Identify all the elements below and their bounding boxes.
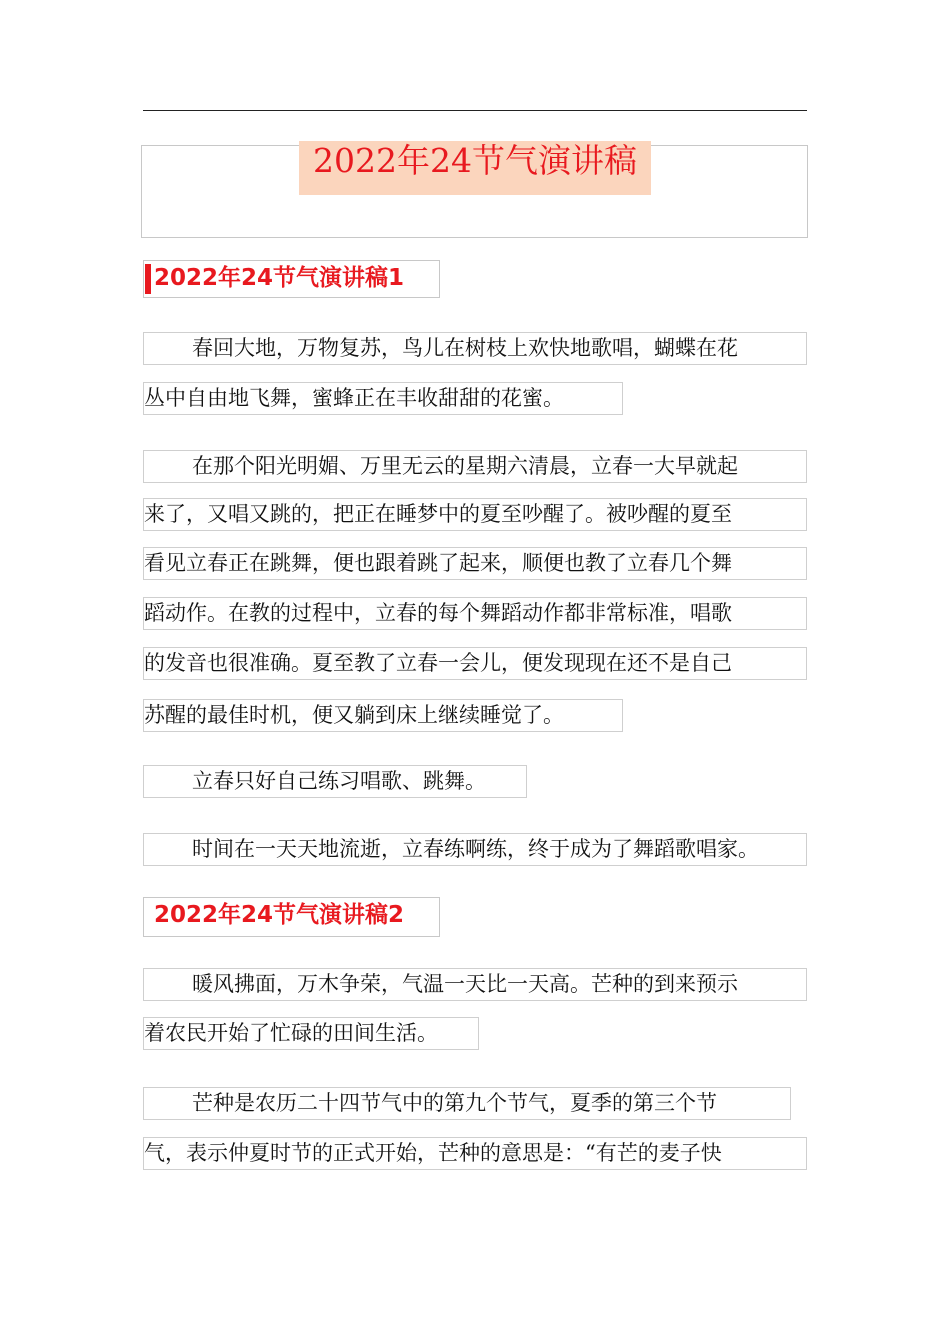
text-line (143, 332, 807, 365)
text-line (143, 765, 527, 798)
line-text: 芒种是农历二十四节气中的第九个节气，夏季的第三个节 (192, 1091, 717, 1115)
top-rule (143, 110, 807, 111)
line-text: 着农民开始了忙碌的田间生活。 (144, 1021, 438, 1045)
line-text: 看见立春正在跳舞，便也跟着跳了起来，顺便也教了立春几个舞 (144, 551, 732, 575)
text-line (143, 597, 807, 630)
line-text: 丛中自由地飞舞，蜜蜂正在丰收甜甜的花蜜。 (144, 386, 564, 410)
text-line (143, 968, 807, 1001)
document-title: 2022年24节气演讲稿 (313, 141, 637, 180)
text-line (143, 450, 807, 483)
line-text: 气，表示仲夏时节的正式开始，芒种的意思是：“有芒的麦子快 (144, 1141, 722, 1165)
text-line (143, 647, 807, 680)
section-heading-2: 2022年24节气演讲稿2 (143, 897, 440, 937)
text-line (143, 1087, 791, 1120)
line-text: 春回大地，万物复苏，鸟儿在树枝上欢快地歌唱，蝴蝶在花 (192, 336, 738, 360)
section-heading-1: 2022年24节气演讲稿1 (143, 260, 440, 298)
line-text: 苏醒的最佳时机，便又躺到床上继续睡觉了。 (144, 703, 564, 727)
text-line (143, 1017, 479, 1050)
line-text: 在那个阳光明媚、万里无云的星期六清晨，立春一大早就起 (192, 454, 738, 478)
line-text: 的发音也很准确。夏至教了立春一会儿，便发现现在还不是自己 (144, 651, 732, 675)
line-text: 暖风拂面，万木争荣，气温一天比一天高。芒种的到来预示 (192, 972, 738, 996)
line-text: 立春只好自己练习唱歌、跳舞。 (192, 769, 486, 793)
line-text: 时间在一天天地流逝，立春练啊练，终于成为了舞蹈歌唱家。 (192, 837, 759, 861)
text-line (143, 833, 807, 866)
text-line (143, 1137, 807, 1170)
line-text: 来了，又唱又跳的，把正在睡梦中的夏至吵醒了。被吵醒的夏至 (144, 502, 732, 526)
text-line (143, 382, 623, 415)
text-line (143, 498, 807, 531)
text-line (143, 547, 807, 580)
text-line (143, 699, 623, 732)
line-text: 蹈动作。在教的过程中，立春的每个舞蹈动作都非常标准，唱歌 (144, 601, 732, 625)
